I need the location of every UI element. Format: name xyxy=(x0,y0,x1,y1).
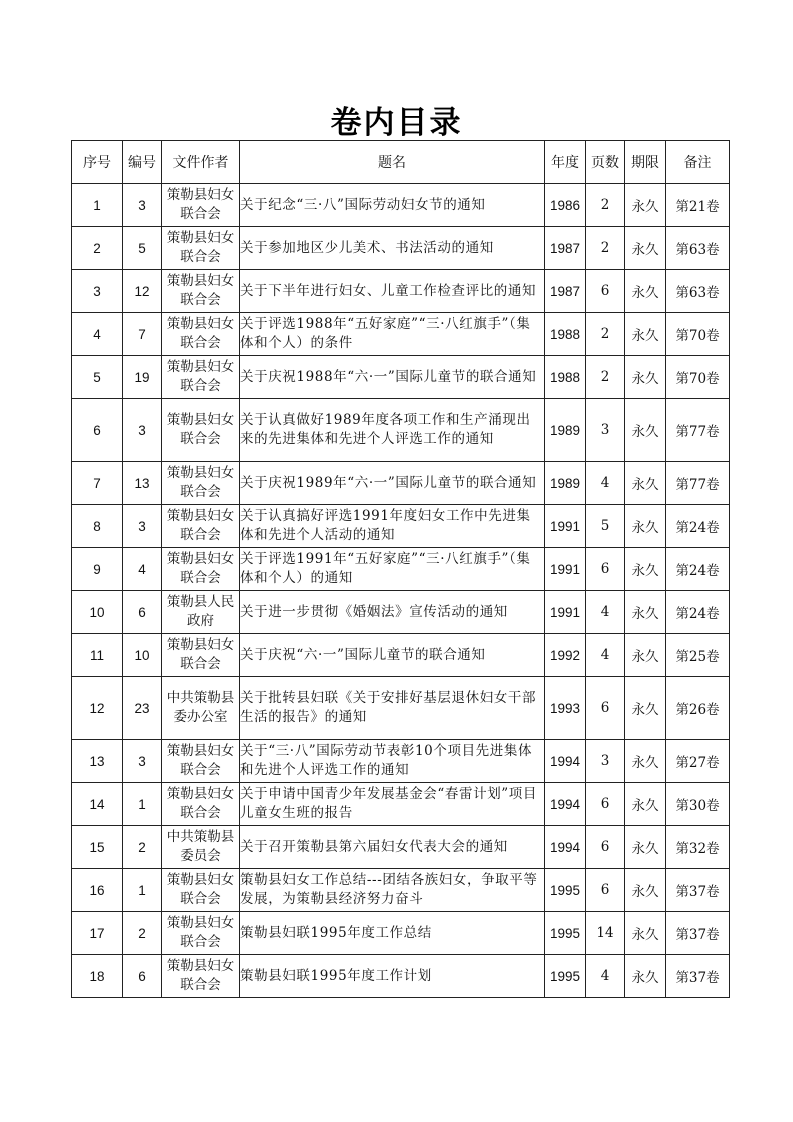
cell-note: 第24卷 xyxy=(666,548,730,591)
cell-seq: 3 xyxy=(72,270,123,313)
cell-code: 1 xyxy=(123,783,162,826)
cell-note: 第24卷 xyxy=(666,591,730,634)
cell-author: 策勒县妇女联合会 xyxy=(162,505,240,548)
cell-period: 永久 xyxy=(625,783,666,826)
cell-code: 3 xyxy=(123,184,162,227)
cell-seq: 13 xyxy=(72,740,123,783)
cell-period: 永久 xyxy=(625,826,666,869)
cell-seq: 15 xyxy=(72,826,123,869)
cell-period: 永久 xyxy=(625,356,666,399)
header-year: 年度 xyxy=(545,141,586,184)
table-row xyxy=(72,227,730,270)
cell-year: 1993 xyxy=(545,677,586,740)
header-name: 题名 xyxy=(240,141,545,184)
cell-period: 永久 xyxy=(625,462,666,505)
cell-note: 第25卷 xyxy=(666,634,730,677)
cell-author: 策勒县妇女联合会 xyxy=(162,912,240,955)
cell-code: 4 xyxy=(123,548,162,591)
cell-seq: 12 xyxy=(72,677,123,740)
cell-name: 关于下半年进行妇女、儿童工作检查评比的通知 xyxy=(240,270,545,313)
cell-year: 1995 xyxy=(545,869,586,912)
cell-year: 1992 xyxy=(545,634,586,677)
cell-pages: 4 xyxy=(586,591,625,634)
cell-code: 3 xyxy=(123,399,162,462)
cell-period: 永久 xyxy=(625,548,666,591)
cell-name: 关于进一步贯彻《婚姻法》宣传活动的通知 xyxy=(240,591,545,634)
table-row xyxy=(72,912,730,955)
cell-pages: 2 xyxy=(586,356,625,399)
cell-note: 第21卷 xyxy=(666,184,730,227)
cell-seq: 1 xyxy=(72,184,123,227)
cell-name: 关于“三·八”国际劳动节表彰10个项目先进集体和先进个人评选工作的通知 xyxy=(240,740,545,783)
cell-period: 永久 xyxy=(625,634,666,677)
cell-author: 策勒县妇女联合会 xyxy=(162,740,240,783)
header-code: 编号 xyxy=(123,141,162,184)
cell-author: 中共策勒县委员会 xyxy=(162,826,240,869)
table-row xyxy=(72,869,730,912)
cell-period: 永久 xyxy=(625,399,666,462)
cell-year: 1991 xyxy=(545,591,586,634)
cell-author: 策勒县妇女联合会 xyxy=(162,227,240,270)
cell-seq: 9 xyxy=(72,548,123,591)
cell-year: 1989 xyxy=(545,399,586,462)
cell-period: 永久 xyxy=(625,591,666,634)
cell-code: 3 xyxy=(123,740,162,783)
table-row xyxy=(72,184,730,227)
cell-name: 策勒县妇女工作总结---团结各族妇女，争取平等发展，为策勒县经济努力奋斗 xyxy=(240,869,545,912)
cell-seq: 16 xyxy=(72,869,123,912)
table-row xyxy=(72,634,730,677)
cell-code: 7 xyxy=(123,313,162,356)
cell-code: 6 xyxy=(123,955,162,998)
cell-year: 1989 xyxy=(545,462,586,505)
cell-seq: 17 xyxy=(72,912,123,955)
cell-pages: 6 xyxy=(586,677,625,740)
cell-name: 关于申请中国青少年发展基金会“春雷计划”项目儿童女生班的报告 xyxy=(240,783,545,826)
cell-name: 关于召开策勒县第六届妇女代表大会的通知 xyxy=(240,826,545,869)
cell-pages: 6 xyxy=(586,548,625,591)
cell-code: 5 xyxy=(123,227,162,270)
cell-seq: 4 xyxy=(72,313,123,356)
table-row xyxy=(72,505,730,548)
cell-note: 第77卷 xyxy=(666,462,730,505)
cell-year: 1994 xyxy=(545,783,586,826)
cell-period: 永久 xyxy=(625,677,666,740)
header-author: 文件作者 xyxy=(162,141,240,184)
cell-name: 关于参加地区少儿美术、书法活动的通知 xyxy=(240,227,545,270)
cell-pages: 5 xyxy=(586,505,625,548)
cell-note: 第63卷 xyxy=(666,227,730,270)
cell-pages: 3 xyxy=(586,399,625,462)
cell-code: 12 xyxy=(123,270,162,313)
cell-note: 第63卷 xyxy=(666,270,730,313)
table-row xyxy=(72,955,730,998)
cell-year: 1995 xyxy=(545,955,586,998)
cell-note: 第70卷 xyxy=(666,356,730,399)
cell-seq: 6 xyxy=(72,399,123,462)
cell-year: 1994 xyxy=(545,740,586,783)
cell-period: 永久 xyxy=(625,184,666,227)
cell-seq: 11 xyxy=(72,634,123,677)
cell-note: 第32卷 xyxy=(666,826,730,869)
cell-name: 关于评选1988年“五好家庭”“三·八红旗手”（集体和个人）的条件 xyxy=(240,313,545,356)
cell-code: 10 xyxy=(123,634,162,677)
page-title: 卷内目录 xyxy=(330,105,463,141)
cell-pages: 6 xyxy=(586,826,625,869)
cell-year: 1991 xyxy=(545,548,586,591)
cell-year: 1988 xyxy=(545,313,586,356)
cell-name: 关于纪念“三·八”国际劳动妇女节的通知 xyxy=(240,184,545,227)
cell-author: 中共策勒县委办公室 xyxy=(162,677,240,740)
cell-year: 1986 xyxy=(545,184,586,227)
cell-pages: 4 xyxy=(586,955,625,998)
cell-author: 策勒县人民政府 xyxy=(162,591,240,634)
table-row xyxy=(72,548,730,591)
cell-name: 关于认真做好1989年度各项工作和生产涌现出来的先进集体和先进个人评选工作的通知 xyxy=(240,399,545,462)
cell-author: 策勒县妇女联合会 xyxy=(162,184,240,227)
table-row xyxy=(72,313,730,356)
cell-year: 1988 xyxy=(545,356,586,399)
table-row xyxy=(72,591,730,634)
cell-note: 第37卷 xyxy=(666,955,730,998)
cell-pages: 4 xyxy=(586,462,625,505)
cell-name: 关于评选1991年“五好家庭”“三·八红旗手”（集体和个人）的通知 xyxy=(240,548,545,591)
cell-author: 策勒县妇女联合会 xyxy=(162,313,240,356)
cell-note: 第27卷 xyxy=(666,740,730,783)
cell-name: 关于庆祝1989年“六·一”国际儿童节的联合通知 xyxy=(240,462,545,505)
cell-code: 6 xyxy=(123,591,162,634)
cell-pages: 2 xyxy=(586,184,625,227)
cell-year: 1994 xyxy=(545,826,586,869)
table-row xyxy=(72,356,730,399)
cell-author: 策勒县妇女联合会 xyxy=(162,783,240,826)
table-row xyxy=(72,399,730,462)
cell-author: 策勒县妇女联合会 xyxy=(162,548,240,591)
cell-seq: 14 xyxy=(72,783,123,826)
cell-pages: 14 xyxy=(586,912,625,955)
cell-author: 策勒县妇女联合会 xyxy=(162,356,240,399)
cell-period: 永久 xyxy=(625,740,666,783)
cell-code: 19 xyxy=(123,356,162,399)
cell-year: 1987 xyxy=(545,227,586,270)
catalog-table xyxy=(71,140,730,998)
cell-note: 第26卷 xyxy=(666,677,730,740)
cell-note: 第70卷 xyxy=(666,313,730,356)
cell-note: 第77卷 xyxy=(666,399,730,462)
cell-note: 第37卷 xyxy=(666,912,730,955)
cell-period: 永久 xyxy=(625,955,666,998)
cell-seq: 10 xyxy=(72,591,123,634)
cell-name: 策勒县妇联1995年度工作总结 xyxy=(240,912,545,955)
cell-code: 13 xyxy=(123,462,162,505)
cell-pages: 6 xyxy=(586,869,625,912)
header-note: 备注 xyxy=(666,141,730,184)
cell-author: 策勒县妇女联合会 xyxy=(162,462,240,505)
cell-name: 关于庆祝1988年“六·一”国际儿童节的联合通知 xyxy=(240,356,545,399)
cell-name: 关于批转县妇联《关于安排好基层退休妇女干部生活的报告》的通知 xyxy=(240,677,545,740)
header-seq: 序号 xyxy=(72,141,123,184)
table-row xyxy=(72,826,730,869)
cell-code: 1 xyxy=(123,869,162,912)
cell-author: 策勒县妇女联合会 xyxy=(162,955,240,998)
cell-seq: 2 xyxy=(72,227,123,270)
table-row xyxy=(72,783,730,826)
cell-period: 永久 xyxy=(625,270,666,313)
cell-author: 策勒县妇女联合会 xyxy=(162,399,240,462)
cell-year: 1995 xyxy=(545,912,586,955)
cell-author: 策勒县妇女联合会 xyxy=(162,634,240,677)
table-row xyxy=(72,740,730,783)
cell-name: 关于庆祝“六·一”国际儿童节的联合通知 xyxy=(240,634,545,677)
cell-pages: 2 xyxy=(586,313,625,356)
cell-period: 永久 xyxy=(625,505,666,548)
cell-author: 策勒县妇女联合会 xyxy=(162,270,240,313)
cell-code: 2 xyxy=(123,826,162,869)
cell-pages: 6 xyxy=(586,270,625,313)
cell-seq: 18 xyxy=(72,955,123,998)
cell-pages: 2 xyxy=(586,227,625,270)
cell-note: 第30卷 xyxy=(666,783,730,826)
table-row xyxy=(72,462,730,505)
cell-period: 永久 xyxy=(625,227,666,270)
cell-pages: 3 xyxy=(586,740,625,783)
cell-name: 策勒县妇联1995年度工作计划 xyxy=(240,955,545,998)
cell-pages: 6 xyxy=(586,783,625,826)
cell-pages: 4 xyxy=(586,634,625,677)
cell-period: 永久 xyxy=(625,313,666,356)
cell-note: 第24卷 xyxy=(666,505,730,548)
cell-author: 策勒县妇女联合会 xyxy=(162,869,240,912)
cell-seq: 8 xyxy=(72,505,123,548)
cell-name: 关于认真搞好评选1991年度妇女工作中先进集体和先进个人活动的通知 xyxy=(240,505,545,548)
table-row xyxy=(72,270,730,313)
cell-seq: 5 xyxy=(72,356,123,399)
header-period: 期限 xyxy=(625,141,666,184)
cell-seq: 7 xyxy=(72,462,123,505)
cell-period: 永久 xyxy=(625,912,666,955)
table-row xyxy=(72,677,730,740)
cell-period: 永久 xyxy=(625,869,666,912)
header-row xyxy=(72,141,730,184)
cell-note: 第37卷 xyxy=(666,869,730,912)
cell-year: 1991 xyxy=(545,505,586,548)
cell-code: 23 xyxy=(123,677,162,740)
cell-year: 1987 xyxy=(545,270,586,313)
header-pages: 页数 xyxy=(586,141,625,184)
cell-code: 3 xyxy=(123,505,162,548)
cell-code: 2 xyxy=(123,912,162,955)
